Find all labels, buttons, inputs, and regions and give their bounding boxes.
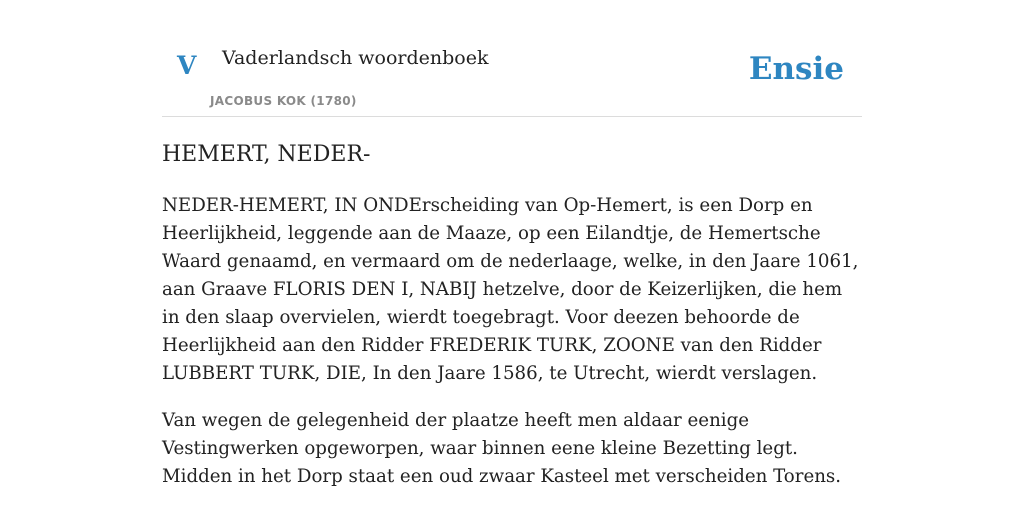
entry-title: HEMERT, NEDER- — [162, 142, 371, 167]
book-header — [162, 0, 862, 117]
entry-body — [162, 192, 862, 510]
book-title-link[interactable]: Vaderlandsch woordenboek — [222, 47, 489, 69]
entry-paragraph: NEDER-HEMERT, IN ONDErscheiding van Op-Hemert, is een Dorp en Heerlijkheid, leggende aan de Maaze, op een Eilandtje, de Hemertsche Waard genaamd, en vermaard om de nederlaage, welke, in den Jaare 1061, aan Graave FLORIS DEN I, NABIJ hetzelve, door de Keizerlijken, die hem in den slaap overvielen, wierdt toegebragt. Voor deezen behoorde de Heerlijkheid aan den Ridder FREDERIK TURK, ZOONE van den Ridder LUBBERT TURK, DIE, In den Jaare 1586, te Utrecht, wierdt verslagen. — [162, 195, 859, 384]
entry-paragraph: Van wegen de gelegenheid der plaatze heeft men aldaar eenige Vestingwerken opgeworpen, waar binnen eene kleine Bezetting legt. Midden in het Dorp staat een oud zwaar Kasteel met verscheiden Torens. — [162, 410, 842, 487]
book-author: JACOBUS KOK (1780) — [210, 94, 357, 108]
book-letter-logo[interactable]: V — [177, 51, 197, 80]
ensie-logo-link[interactable]: Ensie — [748, 51, 844, 87]
